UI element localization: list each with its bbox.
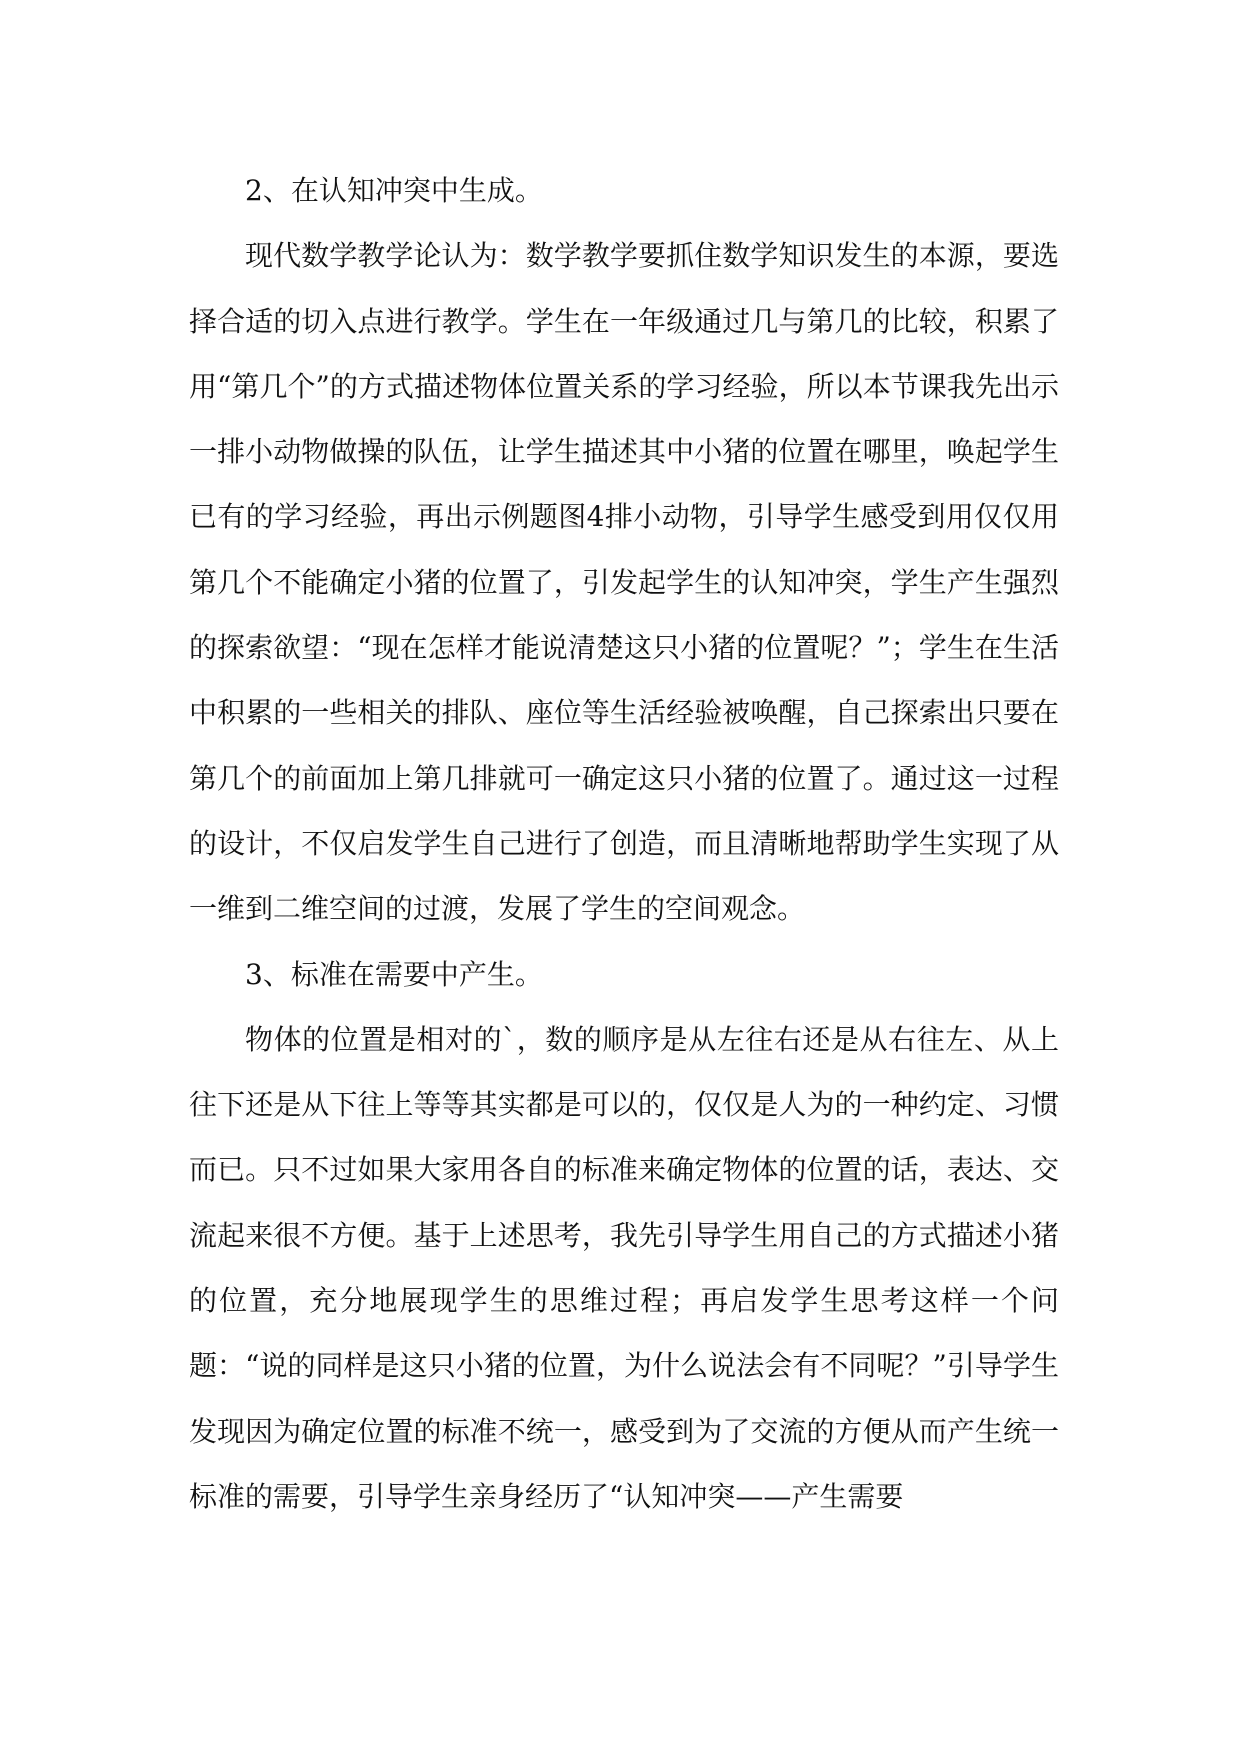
body-paragraph-standard: 物体的位置是相对的`，数的顺序是从左往右还是从右往左、从上往下还是从下往上等等其实都是可以的，仅仅是人为的一种约定、习惯而已。只不过如果大家用各自的标准来确定物体的位置的话，表达、交流起来很不方便。基于上述思考，我先引导学生用自己的方式描述小猪的位置，充分地展现学生的思维过程；再启发学生思考这样一个问题：“说的同样是这只小猪的位置，为什么说法会有不同呢？”引导学生发现因为确定位置的标准不统一，感受到为了交流的方便从而产生统一标准的需要，引导学生亲身经历了“认知冲突——产生需要 (189, 1022, 1059, 1513)
document-body (189, 158, 1059, 1529)
section-heading-2: 2、在认知冲突中生成。 (245, 174, 543, 207)
section-heading-3: 3、标准在需要中产生。 (245, 957, 543, 991)
body-paragraph-cognitive-conflict: 现代数学教学论认为：数学教学要抓住数学知识发生的本源，要选择合适的切入点进行教学。学生在一年级通过几与第几的比较，积累了用“第几个”的方式描述物体位置关系的学习经验，所以本节课我先出示一排小动物做操的队伍，让学生描述其中小猪的位置在哪里，唤起学生已有的学习经验，再出示例题图4排小动物，引导学生感受到用仅仅用第几个不能确定小猪的位置了，引发起学生的认知冲突，学生产生强烈的探索欲望：“现在怎样才能说清楚这只小猪的位置呢？”；学生在生活中积累的一些相关的排队、座位等生活经验被唤醒，自己探索出只要在第几个的前面加上第几排就可一确定这只小猪的位置了。通过这一过程的设计，不仅启发学生自己进行了创造，而且清晰地帮助学生实现了从一维到二维空间的过渡，发展了学生的空间观念。 (189, 239, 1059, 926)
